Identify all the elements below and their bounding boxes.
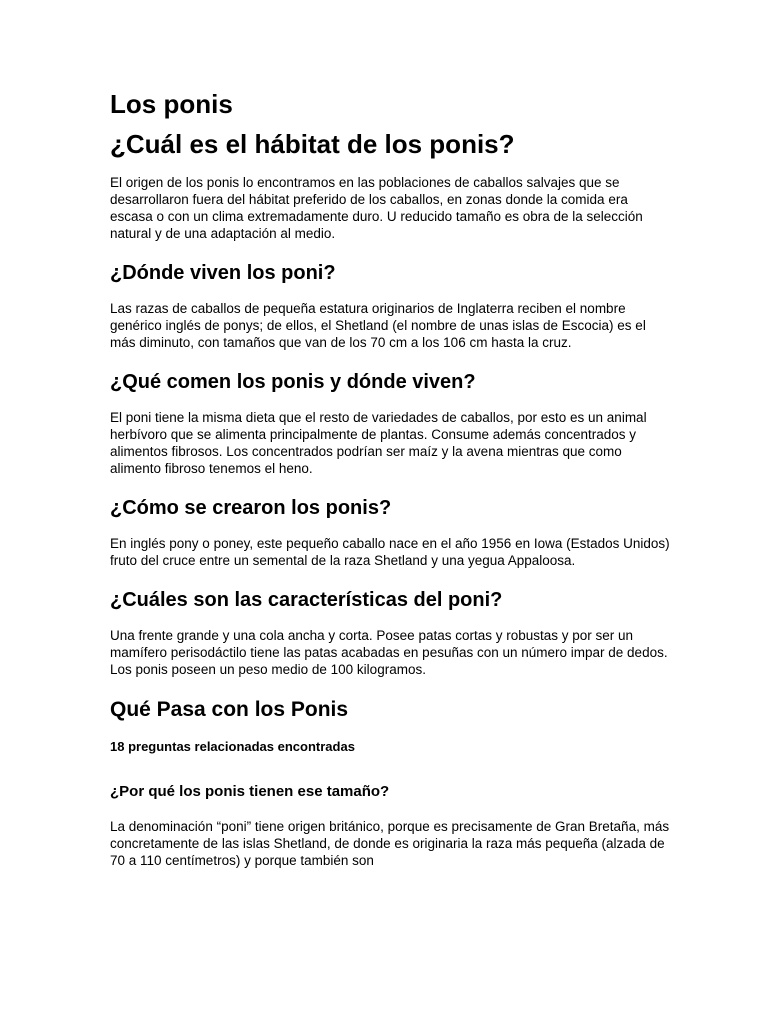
page-subtitle: ¿Cuál es el hábitat de los ponis? bbox=[110, 129, 515, 159]
related-question: ¿Por qué los ponis tienen ese tamaño? bbox=[110, 783, 390, 800]
section-body-caracteristicas: Una frente grande y una cola ancha y corta. Posee patas cortas y robustas y por ser un mamífero perisodáctilo tiene las patas acabadas en pesuñas con un número impar de dedos. Los ponis poseen un peso medio de 100 kilogramos. bbox=[110, 628, 668, 677]
related-count-label: 18 preguntas relacionadas encontradas bbox=[110, 739, 355, 754]
intro-paragraph: El origen de los ponis lo encontramos en las poblaciones de caballos salvajes que se desarrollaron fuera del hábitat preferido de los caballos, en zonas donde la comida era escasa o con un clima extremadamente duro. U reducido tamaño es obra de la selección natural y de una adaptación al medio. bbox=[110, 175, 643, 241]
section-heading-que-comen: ¿Qué comen los ponis y dónde viven? bbox=[110, 371, 476, 393]
section-heading-donde-viven: ¿Dónde viven los poni? bbox=[110, 262, 336, 284]
section-body-como-se-crearon: En inglés pony o poney, este pequeño caballo nace en el año 1956 en Iowa (Estados Unidos) fruto del cruce entre un semental de la raza Shetland y una yegua Appaloosa. bbox=[110, 536, 670, 568]
related-answer: La denominación “poni” tiene origen británico, porque es precisamente de Gran Bretaña, más concretamente de las islas Shetland, de donde es originaria la raza más pequeña (alzada de 70 a 110 centímetros) y porque también son bbox=[110, 819, 670, 868]
section-heading-como-se-crearon: ¿Cómo se crearon los ponis? bbox=[110, 497, 392, 519]
document-page bbox=[110, 86, 670, 887]
section-heading-caracteristicas: ¿Cuáles son las características del poni? bbox=[110, 589, 503, 611]
section-body-que-comen: El poni tiene la misma dieta que el resto de variedades de caballos, por esto es un animal herbívoro que se alimenta principalmente de plantas. Consume además concentrados y alimentos fibrosos. Los concentrados podrían ser maíz y la avena mientras que como alimento fibroso tenemos el heno. bbox=[110, 410, 647, 476]
page-title: Los ponis bbox=[110, 89, 233, 119]
related-heading: Qué Pasa con los Ponis bbox=[110, 698, 349, 721]
section-body-donde-viven: Las razas de caballos de pequeña estatura originarios de Inglaterra reciben el nombre genérico inglés de ponys; de ellos, el Shetland (el nombre de unas islas de Escocia) es el más diminuto, con tamaños que van de los 70 cm a los 106 cm hasta la cruz. bbox=[110, 301, 646, 350]
